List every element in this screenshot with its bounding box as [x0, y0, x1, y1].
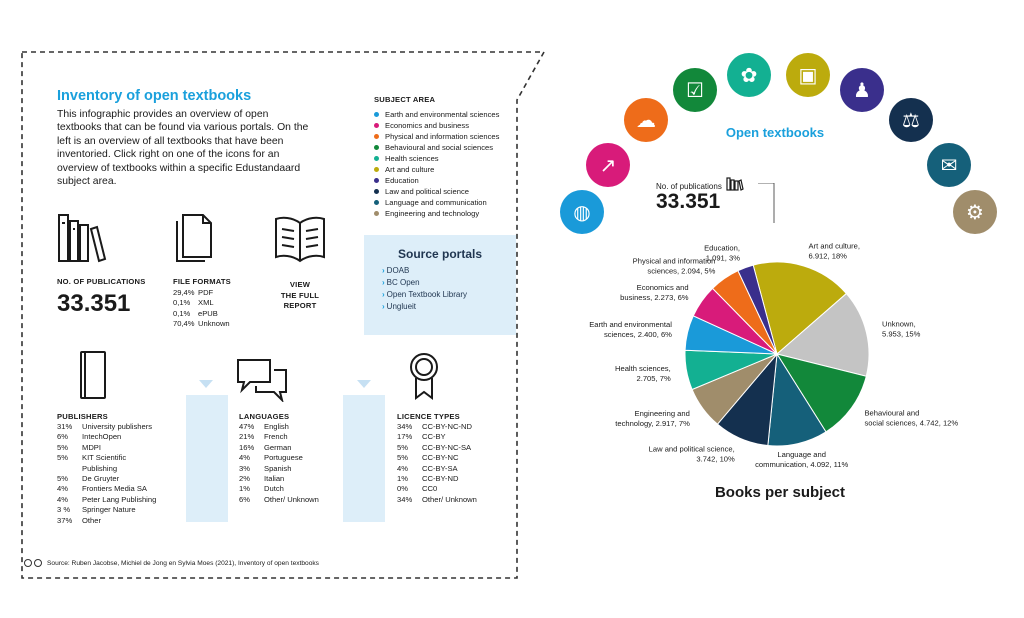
language-row	[239, 484, 339, 494]
language-row	[239, 474, 339, 484]
books-per-subject-pie	[560, 225, 980, 495]
source-portals-list	[364, 265, 516, 313]
subject-area-item[interactable]	[374, 197, 524, 208]
file-format-row-pct: 29,4%	[173, 288, 195, 297]
view-report-label-2: THE FULL	[280, 290, 320, 300]
cc-icon	[24, 559, 32, 567]
teacher-board-icon: ♟	[853, 78, 871, 102]
by-icon	[34, 559, 42, 567]
scales-button[interactable]	[889, 98, 933, 142]
licence-row	[397, 464, 512, 474]
publisher-row-pct: 4%	[57, 484, 68, 494]
pie-data-label	[633, 256, 716, 275]
apple-books-button[interactable]	[727, 53, 771, 97]
pie-label-line-1: Language and	[777, 450, 826, 460]
file-format-row-pct: 0,1%	[173, 308, 191, 318]
subject-area-item[interactable]	[374, 208, 524, 219]
subject-area-item[interactable]	[374, 175, 524, 186]
source-text: Source: Ruben Jacobse, Michiel de Jong en Sylvia Moes (2021), Inventory of open textbooks	[47, 559, 319, 567]
licence-row	[397, 484, 512, 494]
language-row-pct: 4%	[239, 453, 250, 463]
pie-data-label	[589, 320, 672, 339]
language-row	[239, 495, 339, 505]
file-format-row-name: PDF	[198, 288, 214, 297]
portal-link[interactable]: › BC Open	[382, 277, 516, 289]
licence-row	[397, 453, 512, 463]
connector-lines	[656, 183, 776, 223]
language-row-name: Spanish	[264, 463, 292, 473]
file-format-row-name: Unknown	[198, 319, 230, 329]
pie-label-line-2: 6.912, 18%	[808, 251, 847, 261]
subject-area-legend	[374, 95, 524, 219]
subject-area-name: Earth and environmental sciences	[385, 110, 500, 119]
licence-row-pct: 4%	[397, 463, 408, 473]
subject-area-item[interactable]	[374, 131, 524, 142]
language-row-pct: 6%	[239, 494, 250, 504]
language-row-pct: 16%	[239, 442, 255, 452]
legend-dot	[374, 156, 379, 161]
file-format-row	[173, 319, 278, 329]
file-formats-label: FILE FORMATS	[173, 277, 231, 286]
publisher-row	[57, 453, 172, 474]
globe-leaf-icon: ◍	[573, 200, 591, 224]
pie-data-label	[882, 320, 921, 339]
language-row-name: Dutch	[264, 484, 284, 494]
licences-strip	[343, 395, 385, 522]
licence-row-pct: 34%	[397, 494, 413, 504]
pie-data-label	[615, 409, 690, 428]
language-row-pct: 47%	[239, 422, 255, 431]
licence-row-name: CC0	[422, 484, 438, 494]
publisher-row	[57, 474, 172, 484]
publisher-row-pct: 31%	[57, 422, 73, 431]
publisher-row	[57, 516, 172, 526]
portal-link[interactable]: › DOAB	[382, 265, 516, 277]
language-row	[239, 443, 339, 453]
right-publications-label-text: No. of publications	[656, 182, 722, 191]
open-textbooks-title: Open textbooks	[725, 125, 825, 140]
languages-arrow-icon	[199, 380, 213, 388]
subject-area-item[interactable]	[374, 164, 524, 175]
subject-area-list	[374, 109, 524, 219]
licence-row-name: Other/ Unknown	[422, 494, 477, 504]
licence-row-name: CC-BY	[422, 432, 446, 442]
pie-label-line-2: business, 2.273, 6%	[620, 293, 689, 303]
publishers-block	[57, 412, 172, 526]
source-portals-box	[364, 235, 516, 335]
publisher-row-pct: 6%	[57, 432, 68, 442]
speech-bubbles-icon	[234, 356, 290, 402]
publisher-row	[57, 443, 172, 453]
source-note	[24, 559, 319, 567]
publisher-row-pct: 5%	[57, 474, 68, 484]
subject-area-name: Engineering and technology	[385, 209, 480, 218]
licence-row-name: CC-BY-SA	[422, 463, 458, 473]
file-format-row-name: XML	[198, 298, 214, 308]
licence-row	[397, 443, 512, 453]
file-format-row-pct: 0,1%	[173, 298, 191, 308]
publications-label: NO. OF PUBLICATIONS	[57, 277, 146, 286]
licence-row-pct: 5%	[397, 453, 408, 463]
publisher-row	[57, 495, 172, 505]
language-row	[239, 453, 339, 463]
pie-label-line-2: 5.953, 15%	[882, 329, 921, 339]
licence-row-pct: 5%	[397, 442, 408, 452]
publisher-row-pct: 3 %	[57, 505, 71, 515]
pie-label-line-1: Unknown,	[882, 319, 916, 329]
pie-data-label	[755, 450, 848, 469]
legend-dot	[374, 211, 379, 216]
head-check-button[interactable]	[673, 68, 717, 112]
subject-area-item[interactable]	[374, 120, 524, 131]
licence-row-pct: 1%	[397, 474, 408, 484]
publisher-row-pct: 37%	[57, 515, 73, 525]
language-row-pct: 21%	[239, 432, 255, 442]
language-row-name: Italian	[264, 474, 285, 484]
file-formats-block	[173, 277, 278, 330]
award-ribbon-icon	[407, 352, 441, 402]
publisher-row-name: Springer Nature	[82, 505, 136, 515]
language-row-name: English	[264, 422, 289, 431]
file-format-row	[173, 288, 278, 298]
pie-label-line-1: Engineering and	[634, 408, 690, 418]
publisher-row-name: De Gruyter	[82, 474, 120, 484]
view-report-button[interactable]	[268, 213, 332, 312]
pie-label-line-1: Health sciences,	[614, 364, 671, 374]
languages-strip	[186, 395, 228, 522]
pie-label-line-1: Physical and information	[632, 256, 716, 266]
subject-area-name: Economics and business	[385, 121, 469, 130]
pie-data-label	[649, 444, 735, 463]
licence-row	[397, 422, 512, 432]
chart-title: Books per subject	[714, 484, 846, 501]
language-row-name: German	[264, 442, 292, 452]
publications-count: 33.351	[57, 290, 131, 317]
licence-row-pct: 0%	[397, 484, 408, 494]
licences-arrow-icon	[357, 380, 371, 388]
licence-row	[397, 474, 512, 484]
pie-label-line-2: sciences, 2.094, 5%	[647, 266, 716, 276]
publisher-row-name: Other	[82, 515, 101, 525]
publisher-row-pct: 5%	[57, 453, 68, 463]
publisher-row-name: KIT Scientific Publishing	[82, 453, 127, 473]
legend-dot	[374, 112, 379, 117]
pie-label-line-1: Art and culture,	[808, 241, 861, 251]
head-check-icon: ☑	[686, 78, 704, 102]
legend-dot	[374, 145, 379, 150]
language-row	[239, 432, 339, 442]
pie-label-line-2: 2.705, 7%	[636, 374, 671, 384]
painting-button[interactable]	[786, 53, 830, 97]
source-portals-title: Source portals	[397, 247, 483, 261]
publisher-row	[57, 505, 172, 515]
licence-row-pct: 17%	[397, 432, 413, 442]
pie-data-label	[615, 364, 671, 383]
subject-area-name: Physical and information sciences	[385, 132, 500, 141]
licences-block	[397, 412, 512, 505]
language-row-pct: 2%	[239, 474, 250, 484]
legend-dot	[374, 200, 379, 205]
publisher-row	[57, 484, 172, 494]
publishers-list	[57, 422, 172, 526]
subject-area-name: Law and political science	[385, 187, 470, 196]
pie-label-line-2: social sciences, 4.742, 12%	[864, 418, 959, 428]
publisher-row	[57, 422, 172, 432]
file-format-row-name: ePUB	[198, 308, 218, 318]
teacher-board-button[interactable]	[840, 68, 884, 112]
books-icon	[57, 213, 109, 263]
pie-label-line-2: sciences, 2.400, 6%	[603, 329, 672, 339]
pie-data-label	[704, 244, 740, 263]
languages-label: LANGUAGES	[239, 412, 290, 421]
licence-row-name: CC-BY-NC	[422, 453, 459, 463]
publisher-row-pct: 4%	[57, 494, 68, 504]
subject-area-name: Art and culture	[385, 165, 435, 174]
subject-area-item[interactable]	[374, 153, 524, 164]
subject-area-name: Language and communication	[385, 198, 487, 207]
publisher-row-name: MDPI	[82, 442, 101, 452]
pie-label-line-1: Earth and environmental	[589, 319, 672, 329]
pie-label-line-1: Behavioural and	[864, 408, 920, 418]
subject-area-item[interactable]	[374, 186, 524, 197]
languages-block	[239, 412, 339, 505]
language-row	[239, 464, 339, 474]
pie-data-label	[620, 283, 689, 302]
file-format-row	[173, 298, 278, 308]
language-row	[239, 422, 339, 432]
speech-bubbles-icon: ✉	[940, 153, 958, 177]
pie-label-line-1: Education,	[704, 243, 740, 253]
cloud-server-button[interactable]	[624, 98, 668, 142]
pie-label-line-1: Law and political science,	[648, 444, 735, 454]
pie-label-line-2: communication, 4.092, 11%	[755, 460, 849, 470]
growth-chart-button[interactable]	[586, 143, 630, 187]
publisher-row-name: IntechOpen	[82, 432, 122, 442]
intro-text: This infographic provides an overview of open textbooks that can be found via various portals. On the left is an overview of all textbooks that have been inventoried. Click right on one of the icons for an overview of textbooks within a specific Edustandaard subject area.	[57, 109, 309, 188]
growth-chart-icon: ↗	[599, 153, 617, 177]
painting-icon: ▣	[798, 63, 818, 87]
publisher-row-name: Peter Lang Publishing	[82, 494, 157, 504]
scales-icon: ⚖	[902, 108, 920, 132]
publisher-row-name: University publishers	[82, 422, 153, 431]
pie-label-line-2: 1.091, 3%	[705, 253, 740, 263]
publisher-row	[57, 432, 172, 442]
legend-dot	[374, 123, 379, 128]
licence-row	[397, 432, 512, 442]
licences-label: LICENCE TYPES	[397, 412, 460, 421]
publisher-row-pct: 5%	[57, 442, 68, 452]
licence-row-pct: 34%	[397, 422, 413, 431]
pie-label-line-1: Economics and	[636, 283, 689, 293]
portal-link[interactable]: › Open Textbook Library	[382, 289, 516, 301]
view-report-label-3: REPORT	[283, 301, 317, 310]
view-report-label-1: VIEW	[289, 280, 311, 289]
subject-area-name: Behavioural and social sciences	[385, 143, 494, 152]
documents-icon	[173, 213, 215, 263]
legend-dot	[374, 189, 379, 194]
publishers-label: PUBLISHERS	[57, 412, 108, 421]
subject-area-item[interactable]	[374, 142, 524, 153]
speech-bubbles-button[interactable]	[927, 143, 971, 187]
pie-data-label	[864, 408, 958, 427]
licence-row-name: CC-BY-NC-SA	[422, 442, 472, 452]
file-formats-list	[173, 288, 278, 330]
licence-row-name: CC-BY-ND	[422, 474, 459, 484]
subject-area-item[interactable]	[374, 109, 524, 120]
apple-books-icon: ✿	[740, 63, 758, 87]
legend-dot	[374, 167, 379, 172]
infographic-title: Inventory of open textbooks	[57, 88, 252, 104]
subject-area-label: SUBJECT AREA	[374, 95, 436, 104]
pie-label-line-2: 3.742, 10%	[696, 454, 735, 464]
portal-link[interactable]: › Unglueit	[382, 301, 516, 313]
subject-area-name: Education	[385, 176, 419, 185]
languages-list	[239, 422, 339, 505]
file-format-row	[173, 309, 278, 319]
licences-list	[397, 422, 512, 505]
legend-dot	[374, 134, 379, 139]
book-icon	[78, 350, 108, 400]
licence-row-name: CC-BY-NC-ND	[422, 422, 472, 431]
licence-row	[397, 495, 512, 505]
language-row-name: Portuguese	[264, 453, 303, 463]
publisher-row-name: Frontiers Media SA	[82, 484, 147, 494]
pie-data-label	[809, 242, 861, 261]
open-book-icon	[272, 213, 328, 263]
file-format-row-pct: 70,4%	[173, 319, 195, 329]
language-row-pct: 1%	[239, 484, 250, 494]
gear-check-icon: ⚙	[966, 200, 984, 224]
language-row-pct: 3%	[239, 463, 250, 473]
pie-label-line-2: technology, 2.917, 7%	[615, 418, 690, 428]
legend-dot	[374, 178, 379, 183]
right-publications-count: 33.351	[656, 190, 721, 213]
language-row-name: French	[264, 432, 288, 442]
language-row-name: Other/ Unknown	[264, 494, 319, 504]
cloud-server-icon: ☁	[636, 108, 656, 132]
subject-area-name: Health sciences	[385, 154, 439, 163]
